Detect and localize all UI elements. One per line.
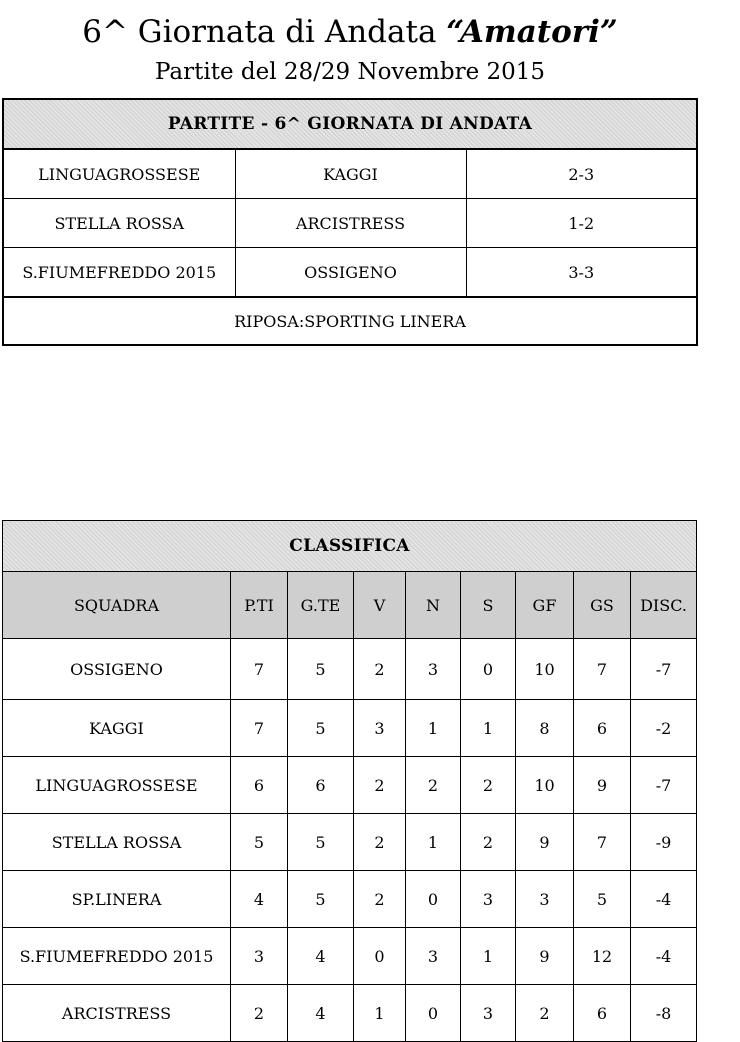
standings-table xyxy=(2,520,697,1042)
match-score: 3-3 xyxy=(466,248,697,298)
team-name: S.FIUMEFREDDO 2015 xyxy=(3,928,231,985)
standings-row xyxy=(3,700,697,757)
discipline: -4 xyxy=(631,871,697,928)
wins: 2 xyxy=(354,814,406,871)
draws: 0 xyxy=(406,985,461,1042)
draws: 3 xyxy=(406,928,461,985)
team-name: KAGGI xyxy=(3,700,231,757)
discipline: -2 xyxy=(631,700,697,757)
goals-against: 12 xyxy=(574,928,631,985)
discipline: -4 xyxy=(631,928,697,985)
standings-row xyxy=(3,639,697,700)
match-score: 2-3 xyxy=(466,149,697,199)
goals-against: 6 xyxy=(574,985,631,1042)
played: 5 xyxy=(288,639,354,700)
discipline: -7 xyxy=(631,639,697,700)
wins: 2 xyxy=(354,639,406,700)
matches-heading: PARTITE - 6^ GIORNATA DI ANDATA xyxy=(3,99,697,149)
losses: 3 xyxy=(461,985,516,1042)
points: 6 xyxy=(231,757,288,814)
played: 4 xyxy=(288,928,354,985)
losses: 2 xyxy=(461,757,516,814)
losses: 3 xyxy=(461,871,516,928)
played: 4 xyxy=(288,985,354,1042)
wins: 1 xyxy=(354,985,406,1042)
goals-for: 10 xyxy=(516,757,574,814)
played: 5 xyxy=(288,814,354,871)
match-row xyxy=(3,199,697,248)
goals-against: 9 xyxy=(574,757,631,814)
col-header-squadra: SQUADRA xyxy=(3,572,231,639)
losses: 0 xyxy=(461,639,516,700)
team-name: OSSIGENO xyxy=(3,639,231,700)
standings-row xyxy=(3,757,697,814)
standings-heading: CLASSIFICA xyxy=(3,521,697,572)
points: 7 xyxy=(231,639,288,700)
match-away-team: OSSIGENO xyxy=(235,248,466,298)
goals-against: 6 xyxy=(574,700,631,757)
team-name: ARCISTRESS xyxy=(3,985,231,1042)
goals-for: 9 xyxy=(516,814,574,871)
goals-for: 8 xyxy=(516,700,574,757)
goals-against: 7 xyxy=(574,639,631,700)
col-header-sconfitte: S xyxy=(461,572,516,639)
match-row xyxy=(3,149,697,199)
points: 4 xyxy=(231,871,288,928)
team-name: LINGUAGROSSESE xyxy=(3,757,231,814)
played: 6 xyxy=(288,757,354,814)
played: 5 xyxy=(288,700,354,757)
col-header-giocate: G.TE xyxy=(288,572,354,639)
discipline: -8 xyxy=(631,985,697,1042)
title-prefix: 6^ Giornata di Andata xyxy=(82,14,447,50)
col-header-disciplina: DISC. xyxy=(631,572,697,639)
wins: 2 xyxy=(354,871,406,928)
points: 3 xyxy=(231,928,288,985)
match-home-team: STELLA ROSSA xyxy=(3,199,235,248)
match-row xyxy=(3,248,697,298)
wins: 0 xyxy=(354,928,406,985)
points: 2 xyxy=(231,985,288,1042)
discipline: -7 xyxy=(631,757,697,814)
goals-for: 2 xyxy=(516,985,574,1042)
standings-row xyxy=(3,871,697,928)
rest-team-note: RIPOSA:SPORTING LINERA xyxy=(3,297,697,345)
goals-against: 5 xyxy=(574,871,631,928)
goals-for: 10 xyxy=(516,639,574,700)
match-home-team: S.FIUMEFREDDO 2015 xyxy=(3,248,235,298)
col-header-gol-subiti: GS xyxy=(574,572,631,639)
played: 5 xyxy=(288,871,354,928)
team-name: STELLA ROSSA xyxy=(3,814,231,871)
goals-for: 9 xyxy=(516,928,574,985)
draws: 1 xyxy=(406,814,461,871)
col-header-vinte: V xyxy=(354,572,406,639)
match-score: 1-2 xyxy=(466,199,697,248)
standings-row xyxy=(3,985,697,1042)
standings-row xyxy=(3,928,697,985)
col-header-gol-fatti: GF xyxy=(516,572,574,639)
wins: 3 xyxy=(354,700,406,757)
losses: 2 xyxy=(461,814,516,871)
standings-row xyxy=(3,814,697,871)
page-subtitle: Partite del 28/29 Novembre 2015 xyxy=(154,59,546,85)
points: 5 xyxy=(231,814,288,871)
losses: 1 xyxy=(461,928,516,985)
draws: 2 xyxy=(406,757,461,814)
draws: 3 xyxy=(406,639,461,700)
goals-against: 7 xyxy=(574,814,631,871)
draws: 1 xyxy=(406,700,461,757)
match-away-team: ARCISTRESS xyxy=(235,199,466,248)
losses: 1 xyxy=(461,700,516,757)
match-home-team: LINGUAGROSSESE xyxy=(3,149,235,199)
wins: 2 xyxy=(354,757,406,814)
col-header-punti: P.TI xyxy=(231,572,288,639)
match-away-team: KAGGI xyxy=(235,149,466,199)
discipline: -9 xyxy=(631,814,697,871)
goals-for: 3 xyxy=(516,871,574,928)
draws: 0 xyxy=(406,871,461,928)
standings-column-headers xyxy=(3,572,697,639)
page-title xyxy=(0,12,700,52)
col-header-nulle: N xyxy=(406,572,461,639)
title-emphasis: “Amatori” xyxy=(446,14,618,50)
points: 7 xyxy=(231,700,288,757)
team-name: SP.LINERA xyxy=(3,871,231,928)
matches-table xyxy=(2,98,698,346)
